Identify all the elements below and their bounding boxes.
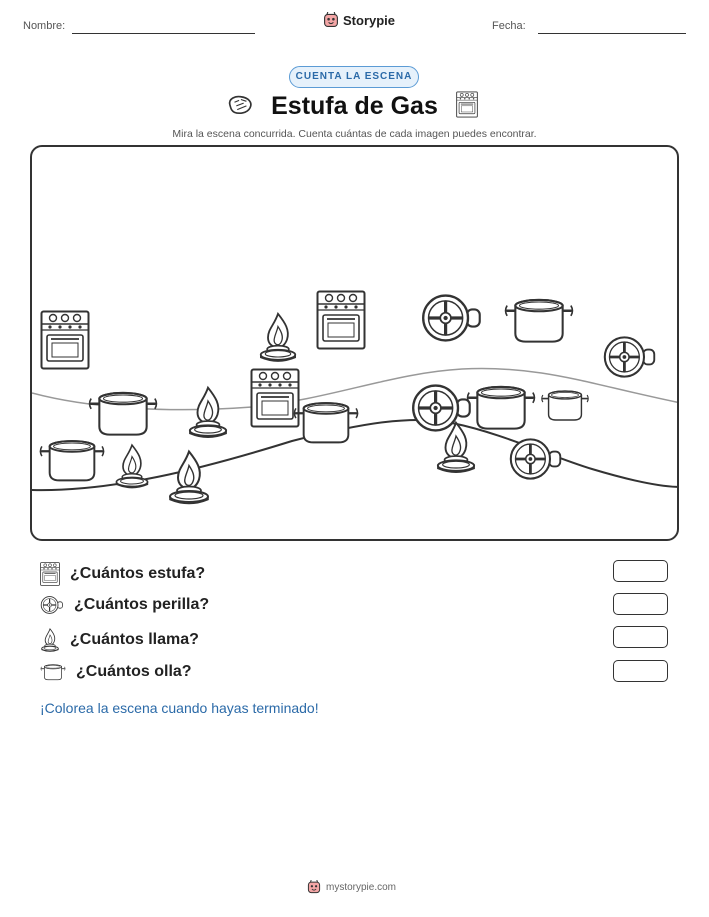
answer-box-knob[interactable] (613, 593, 668, 615)
scene-panel (30, 145, 679, 541)
stove-item[interactable] (252, 370, 299, 427)
pot-item[interactable] (294, 403, 357, 442)
pot-icon (40, 662, 66, 682)
brand-logo (323, 12, 395, 28)
knob-item[interactable] (511, 439, 560, 478)
date-label: Fecha: (492, 20, 526, 32)
pot-item[interactable] (542, 391, 588, 420)
flame-item[interactable] (116, 445, 147, 488)
pot-item[interactable] (90, 393, 157, 435)
date-line[interactable] (538, 33, 686, 34)
footer (307, 880, 396, 894)
answer-box-flame[interactable] (613, 626, 668, 648)
question-text: ¿Cuántos llama? (70, 631, 199, 648)
instructions: Mira la escena concurrida. Cuenta cuántas de cada imagen puedes encontrar. (172, 128, 537, 140)
flame-item[interactable] (170, 452, 208, 504)
page-title: Estufa de Gas (271, 92, 438, 120)
question-text: ¿Cuántos olla? (76, 663, 192, 680)
pot-item[interactable] (468, 387, 535, 429)
knob-icon (40, 595, 64, 615)
knob-item[interactable] (605, 337, 654, 376)
brand-name: Storypie (343, 12, 396, 28)
question-knob (40, 595, 209, 615)
flame-item[interactable] (261, 314, 296, 361)
knob-item[interactable] (423, 296, 480, 341)
name-label: Nombre: (23, 20, 66, 32)
mascot-icon (307, 880, 321, 894)
question-text: ¿Cuántos perilla? (74, 596, 210, 613)
flame-item[interactable] (190, 388, 226, 438)
pot-item[interactable] (506, 300, 573, 342)
name-line[interactable] (72, 33, 255, 34)
scene-illustration (32, 147, 679, 541)
question-pot (40, 662, 192, 682)
knob-item[interactable] (413, 386, 470, 431)
question-text: ¿Cuántos estufa? (70, 565, 206, 582)
question-flame (40, 628, 199, 652)
stove-icon (456, 91, 478, 118)
answer-box-pot[interactable] (613, 660, 668, 682)
question-stove (40, 562, 205, 586)
mascot-icon (323, 12, 339, 28)
answer-box-stove[interactable] (613, 560, 668, 582)
coloring-note: ¡Colorea la escena cuando hayas terminado! (40, 700, 319, 716)
footer-url[interactable]: mystorypie.com (326, 881, 397, 893)
stove-item[interactable] (318, 292, 365, 349)
flame-icon (40, 628, 60, 652)
pot-item[interactable] (40, 441, 103, 480)
stove-item[interactable] (42, 312, 89, 369)
stove-icon (40, 562, 60, 586)
activity-badge: CUENTA LA ESCENA (289, 66, 419, 88)
